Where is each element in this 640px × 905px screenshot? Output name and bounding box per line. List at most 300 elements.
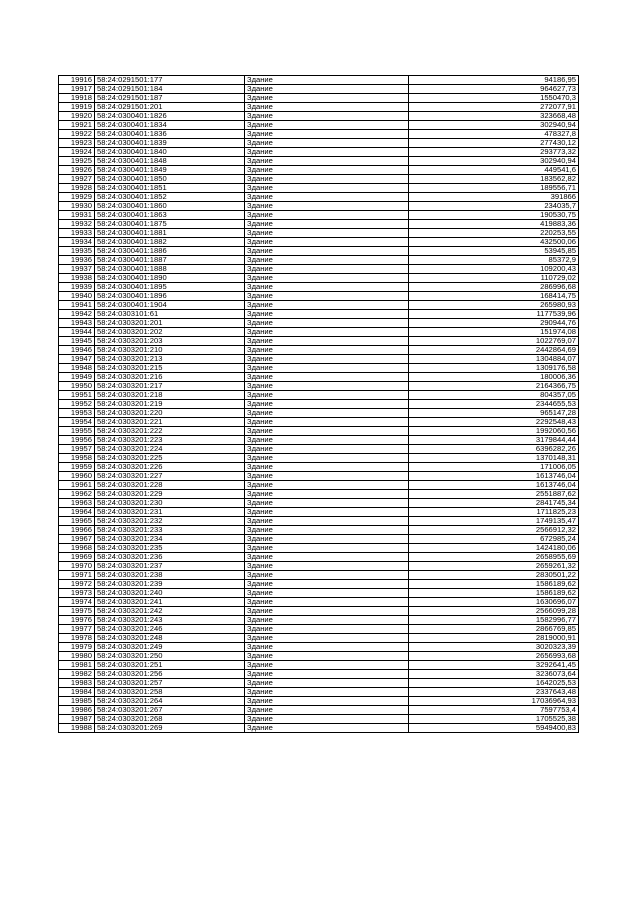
cadastral-value: 3179844,44 — [409, 436, 579, 445]
row-number: 19988 — [59, 724, 95, 733]
table-row — [59, 490, 579, 499]
cadastral-number: 58:24:0300401:1839 — [95, 139, 245, 148]
cadastral-number: 58:24:0303201:217 — [95, 382, 245, 391]
cadastral-value: 2658955,69 — [409, 553, 579, 562]
cadastral-value: 5949400,83 — [409, 724, 579, 733]
row-number: 19952 — [59, 400, 95, 409]
object-type: Здание — [245, 301, 409, 310]
table-row — [59, 310, 579, 319]
row-number: 19964 — [59, 508, 95, 517]
cadastral-number: 58:24:0303201:221 — [95, 418, 245, 427]
cadastral-number: 58:24:0303201:256 — [95, 670, 245, 679]
cadastral-number: 58:24:0303201:240 — [95, 589, 245, 598]
object-type: Здание — [245, 229, 409, 238]
table-row — [59, 148, 579, 157]
table-row — [59, 724, 579, 733]
row-number: 19931 — [59, 211, 95, 220]
cadastral-number: 58:24:0303201:203 — [95, 337, 245, 346]
object-type: Здание — [245, 346, 409, 355]
object-type: Здание — [245, 400, 409, 409]
row-number: 19947 — [59, 355, 95, 364]
cadastral-value: 1630696,07 — [409, 598, 579, 607]
table-row — [59, 157, 579, 166]
table-row — [59, 202, 579, 211]
row-number: 19979 — [59, 643, 95, 652]
cadastral-number: 58:24:0300401:1886 — [95, 247, 245, 256]
row-number: 19954 — [59, 418, 95, 427]
table-row — [59, 265, 579, 274]
object-type: Здание — [245, 283, 409, 292]
table-row — [59, 211, 579, 220]
table-row — [59, 400, 579, 409]
table-row — [59, 697, 579, 706]
table-row — [59, 139, 579, 148]
cadastral-number: 58:24:0303201:224 — [95, 445, 245, 454]
cadastral-number: 58:24:0303201:249 — [95, 643, 245, 652]
cadastral-value: 1613746,04 — [409, 472, 579, 481]
table-row — [59, 373, 579, 382]
table-row — [59, 301, 579, 310]
cadastral-value: 3020323,39 — [409, 643, 579, 652]
row-number: 19930 — [59, 202, 95, 211]
object-type: Здание — [245, 508, 409, 517]
cadastral-number: 58:24:0303201:242 — [95, 607, 245, 616]
cadastral-number: 58:24:0303201:201 — [95, 319, 245, 328]
object-type: Здание — [245, 274, 409, 283]
cadastral-value: 323668,48 — [409, 112, 579, 121]
row-number: 19936 — [59, 256, 95, 265]
cadastral-number: 58:24:0291501:177 — [95, 76, 245, 85]
object-type: Здание — [245, 463, 409, 472]
cadastral-number: 58:24:0303201:269 — [95, 724, 245, 733]
cadastral-value: 1586189,62 — [409, 589, 579, 598]
object-type: Здание — [245, 337, 409, 346]
row-number: 19983 — [59, 679, 95, 688]
cadastral-number: 58:24:0303201:223 — [95, 436, 245, 445]
table-row — [59, 292, 579, 301]
cadastral-value: 2656993,68 — [409, 652, 579, 661]
cadastral-number: 58:24:0303201:250 — [95, 652, 245, 661]
object-type: Здание — [245, 166, 409, 175]
table-row — [59, 688, 579, 697]
cadastral-number: 58:24:0303201:238 — [95, 571, 245, 580]
object-type: Здание — [245, 220, 409, 229]
object-type: Здание — [245, 157, 409, 166]
object-type: Здание — [245, 652, 409, 661]
cadastral-number: 58:24:0303201:234 — [95, 535, 245, 544]
cadastral-value: 2659261,32 — [409, 562, 579, 571]
row-number: 19963 — [59, 499, 95, 508]
row-number: 19975 — [59, 607, 95, 616]
row-number: 19948 — [59, 364, 95, 373]
object-type: Здание — [245, 247, 409, 256]
cadastral-value: 672985,24 — [409, 535, 579, 544]
cadastral-number: 58:24:0300401:1881 — [95, 229, 245, 238]
row-number: 19941 — [59, 301, 95, 310]
cadastral-value: 17036964,93 — [409, 697, 579, 706]
table-row — [59, 472, 579, 481]
table-row — [59, 337, 579, 346]
object-type: Здание — [245, 526, 409, 535]
row-number: 19934 — [59, 238, 95, 247]
cadastral-value: 1711825,23 — [409, 508, 579, 517]
object-type: Здание — [245, 391, 409, 400]
object-type: Здание — [245, 454, 409, 463]
row-number: 19944 — [59, 328, 95, 337]
row-number: 19958 — [59, 454, 95, 463]
table-row — [59, 193, 579, 202]
table-row — [59, 328, 579, 337]
table-row — [59, 391, 579, 400]
object-type: Здание — [245, 517, 409, 526]
cadastral-number: 58:24:0303201:215 — [95, 364, 245, 373]
cadastral-value: 3236073,64 — [409, 670, 579, 679]
table-row — [59, 409, 579, 418]
object-type: Здание — [245, 184, 409, 193]
table-row — [59, 616, 579, 625]
cadastral-number: 58:24:0303201:236 — [95, 553, 245, 562]
row-number: 19969 — [59, 553, 95, 562]
cadastral-value: 234035,7 — [409, 202, 579, 211]
row-number: 19955 — [59, 427, 95, 436]
object-type: Здание — [245, 625, 409, 634]
object-type: Здание — [245, 103, 409, 112]
cadastral-value: 449541,6 — [409, 166, 579, 175]
table-row — [59, 355, 579, 364]
row-number: 19929 — [59, 193, 95, 202]
row-number: 19921 — [59, 121, 95, 130]
row-number: 19933 — [59, 229, 95, 238]
object-type: Здание — [245, 472, 409, 481]
row-number: 19918 — [59, 94, 95, 103]
row-number: 19974 — [59, 598, 95, 607]
row-number: 19961 — [59, 481, 95, 490]
table-row — [59, 454, 579, 463]
object-type: Здание — [245, 535, 409, 544]
cadastral-number: 58:24:0303201:219 — [95, 400, 245, 409]
object-type: Здание — [245, 319, 409, 328]
cadastral-value: 7597753,4 — [409, 706, 579, 715]
cadastral-value: 1749135,47 — [409, 517, 579, 526]
cadastral-value: 1992060,56 — [409, 427, 579, 436]
cadastral-value: 2841745,34 — [409, 499, 579, 508]
row-number: 19987 — [59, 715, 95, 724]
table-row — [59, 274, 579, 283]
cadastral-value: 1586189,62 — [409, 580, 579, 589]
row-number: 19951 — [59, 391, 95, 400]
cadastral-value: 293773,32 — [409, 148, 579, 157]
table-row — [59, 121, 579, 130]
row-number: 19978 — [59, 634, 95, 643]
table-row — [59, 598, 579, 607]
object-type: Здание — [245, 418, 409, 427]
cadastral-value: 1582996,77 — [409, 616, 579, 625]
cadastral-value: 1613746,04 — [409, 481, 579, 490]
table-row — [59, 247, 579, 256]
object-type: Здание — [245, 670, 409, 679]
cadastral-value: 432500,06 — [409, 238, 579, 247]
cadastral-number: 58:24:0303201:233 — [95, 526, 245, 535]
row-number: 19959 — [59, 463, 95, 472]
cadastral-number: 58:24:0303201:231 — [95, 508, 245, 517]
cadastral-value: 277430,12 — [409, 139, 579, 148]
table-row — [59, 535, 579, 544]
cadastral-number: 58:24:0300401:1840 — [95, 148, 245, 157]
object-type: Здание — [245, 643, 409, 652]
cadastral-number: 58:24:0303201:264 — [95, 697, 245, 706]
table-row — [59, 445, 579, 454]
row-number: 19949 — [59, 373, 95, 382]
cadastral-value: 2344655,53 — [409, 400, 579, 409]
table-row — [59, 94, 579, 103]
row-number: 19980 — [59, 652, 95, 661]
cadastral-number: 58:24:0303201:202 — [95, 328, 245, 337]
table-body — [59, 76, 579, 733]
table-row — [59, 508, 579, 517]
object-type: Здание — [245, 580, 409, 589]
table-row — [59, 517, 579, 526]
cadastral-number: 58:24:0303201:239 — [95, 580, 245, 589]
row-number: 19976 — [59, 616, 95, 625]
table-row — [59, 175, 579, 184]
cadastral-value: 1550470,3 — [409, 94, 579, 103]
cadastral-number: 58:24:0300401:1887 — [95, 256, 245, 265]
object-type: Здание — [245, 94, 409, 103]
cadastral-value: 1309176,58 — [409, 364, 579, 373]
object-type: Здание — [245, 499, 409, 508]
object-type: Здание — [245, 697, 409, 706]
row-number: 19937 — [59, 265, 95, 274]
table-row — [59, 319, 579, 328]
cadastral-value: 85372,9 — [409, 256, 579, 265]
cadastral-number: 58:24:0303201:225 — [95, 454, 245, 463]
cadastral-value: 151974,08 — [409, 328, 579, 337]
row-number: 19932 — [59, 220, 95, 229]
cadastral-value: 804357,05 — [409, 391, 579, 400]
row-number: 19924 — [59, 148, 95, 157]
cadastral-number: 58:24:0303201:235 — [95, 544, 245, 553]
table-row — [59, 418, 579, 427]
table-row — [59, 76, 579, 85]
table-row — [59, 346, 579, 355]
cadastral-value: 391866 — [409, 193, 579, 202]
table-row — [59, 130, 579, 139]
cadastral-value: 965147,28 — [409, 409, 579, 418]
table-row — [59, 580, 579, 589]
table-row — [59, 625, 579, 634]
table-row — [59, 526, 579, 535]
table-row — [59, 112, 579, 121]
table-row — [59, 607, 579, 616]
cadastral-number: 58:24:0303201:257 — [95, 679, 245, 688]
table-row — [59, 652, 579, 661]
row-number: 19966 — [59, 526, 95, 535]
object-type: Здание — [245, 607, 409, 616]
row-number: 19986 — [59, 706, 95, 715]
cadastral-number: 58:24:0303201:237 — [95, 562, 245, 571]
cadastral-value: 2866769,85 — [409, 625, 579, 634]
object-type: Здание — [245, 706, 409, 715]
table-row — [59, 220, 579, 229]
cadastral-number: 58:24:0300401:1882 — [95, 238, 245, 247]
row-number: 19968 — [59, 544, 95, 553]
cadastral-number: 58:24:0291501:201 — [95, 103, 245, 112]
row-number: 19950 — [59, 382, 95, 391]
cadastral-value-table — [58, 75, 579, 733]
cadastral-value: 2442864,69 — [409, 346, 579, 355]
table-row — [59, 283, 579, 292]
object-type: Здание — [245, 85, 409, 94]
cadastral-value: 110729,02 — [409, 274, 579, 283]
object-type: Здание — [245, 364, 409, 373]
table-row — [59, 589, 579, 598]
table-row — [59, 670, 579, 679]
row-number: 19957 — [59, 445, 95, 454]
row-number: 19938 — [59, 274, 95, 283]
row-number: 19927 — [59, 175, 95, 184]
object-type: Здание — [245, 616, 409, 625]
cadastral-value: 419883,36 — [409, 220, 579, 229]
row-number: 19925 — [59, 157, 95, 166]
object-type: Здание — [245, 355, 409, 364]
table-row — [59, 364, 579, 373]
row-number: 19970 — [59, 562, 95, 571]
object-type: Здание — [245, 175, 409, 184]
object-type: Здание — [245, 562, 409, 571]
row-number: 19917 — [59, 85, 95, 94]
table-row — [59, 634, 579, 643]
object-type: Здание — [245, 553, 409, 562]
cadastral-number: 58:24:0300401:1875 — [95, 220, 245, 229]
object-type: Здание — [245, 724, 409, 733]
cadastral-number: 58:24:0303201:222 — [95, 427, 245, 436]
row-number: 19973 — [59, 589, 95, 598]
object-type: Здание — [245, 202, 409, 211]
table-row — [59, 427, 579, 436]
row-number: 19923 — [59, 139, 95, 148]
object-type: Здание — [245, 292, 409, 301]
row-number: 19971 — [59, 571, 95, 580]
cadastral-number: 58:24:0300401:1888 — [95, 265, 245, 274]
object-type: Здание — [245, 598, 409, 607]
object-type: Здание — [245, 130, 409, 139]
object-type: Здание — [245, 481, 409, 490]
object-type: Здание — [245, 256, 409, 265]
object-type: Здание — [245, 193, 409, 202]
row-number: 19919 — [59, 103, 95, 112]
cadastral-value: 2566912,32 — [409, 526, 579, 535]
cadastral-value: 2830501,22 — [409, 571, 579, 580]
table-row — [59, 643, 579, 652]
table-row — [59, 85, 579, 94]
cadastral-number: 58:24:0300401:1904 — [95, 301, 245, 310]
object-type: Здание — [245, 661, 409, 670]
object-type: Здание — [245, 715, 409, 724]
cadastral-value: 2551887,62 — [409, 490, 579, 499]
cadastral-number: 58:24:0303201:226 — [95, 463, 245, 472]
object-type: Здание — [245, 148, 409, 157]
object-type: Здание — [245, 634, 409, 643]
row-number: 19984 — [59, 688, 95, 697]
cadastral-number: 58:24:0300401:1890 — [95, 274, 245, 283]
cadastral-value: 964627,73 — [409, 85, 579, 94]
cadastral-value: 6396282,26 — [409, 445, 579, 454]
cadastral-value: 1177539,96 — [409, 310, 579, 319]
cadastral-number: 58:24:0300401:1863 — [95, 211, 245, 220]
row-number: 19940 — [59, 292, 95, 301]
table-row — [59, 436, 579, 445]
table-row — [59, 229, 579, 238]
row-number: 19960 — [59, 472, 95, 481]
cadastral-value: 265980,93 — [409, 301, 579, 310]
cadastral-value: 286996,68 — [409, 283, 579, 292]
cadastral-number: 58:24:0291501:184 — [95, 85, 245, 94]
row-number: 19916 — [59, 76, 95, 85]
cadastral-number: 58:24:0300401:1826 — [95, 112, 245, 121]
table-row — [59, 679, 579, 688]
cadastral-value: 189556,71 — [409, 184, 579, 193]
cadastral-number: 58:24:0300401:1848 — [95, 157, 245, 166]
cadastral-number: 58:24:0303201:227 — [95, 472, 245, 481]
object-type: Здание — [245, 409, 409, 418]
table-row — [59, 499, 579, 508]
cadastral-value: 2292548,43 — [409, 418, 579, 427]
cadastral-number: 58:24:0303201:248 — [95, 634, 245, 643]
object-type: Здание — [245, 679, 409, 688]
object-type: Здание — [245, 688, 409, 697]
cadastral-value: 272077,91 — [409, 103, 579, 112]
cadastral-number: 58:24:0300401:1860 — [95, 202, 245, 211]
row-number: 19942 — [59, 310, 95, 319]
table-row — [59, 463, 579, 472]
table-row — [59, 706, 579, 715]
table-row — [59, 553, 579, 562]
cadastral-number: 58:24:0300401:1896 — [95, 292, 245, 301]
cadastral-number: 58:24:0303201:268 — [95, 715, 245, 724]
object-type: Здание — [245, 589, 409, 598]
table-row — [59, 103, 579, 112]
cadastral-value: 1304884,07 — [409, 355, 579, 364]
row-number: 19945 — [59, 337, 95, 346]
cadastral-value: 53945,85 — [409, 247, 579, 256]
row-number: 19962 — [59, 490, 95, 499]
table-row — [59, 562, 579, 571]
object-type: Здание — [245, 436, 409, 445]
row-number: 19972 — [59, 580, 95, 589]
cadastral-number: 58:24:0303201:229 — [95, 490, 245, 499]
table-row — [59, 544, 579, 553]
object-type: Здание — [245, 382, 409, 391]
cadastral-value: 1424180,06 — [409, 544, 579, 553]
table-row — [59, 382, 579, 391]
cadastral-number: 58:24:0303201:218 — [95, 391, 245, 400]
object-type: Здание — [245, 121, 409, 130]
object-type: Здание — [245, 139, 409, 148]
object-type: Здание — [245, 544, 409, 553]
cadastral-value: 3292641,45 — [409, 661, 579, 670]
cadastral-number: 58:24:0303201:267 — [95, 706, 245, 715]
row-number: 19965 — [59, 517, 95, 526]
row-number: 19935 — [59, 247, 95, 256]
cadastral-number: 58:24:0303201:213 — [95, 355, 245, 364]
row-number: 19943 — [59, 319, 95, 328]
cadastral-value: 478327,8 — [409, 130, 579, 139]
row-number: 19928 — [59, 184, 95, 193]
table-row — [59, 571, 579, 580]
row-number: 19926 — [59, 166, 95, 175]
object-type: Здание — [245, 490, 409, 499]
row-number: 19922 — [59, 130, 95, 139]
